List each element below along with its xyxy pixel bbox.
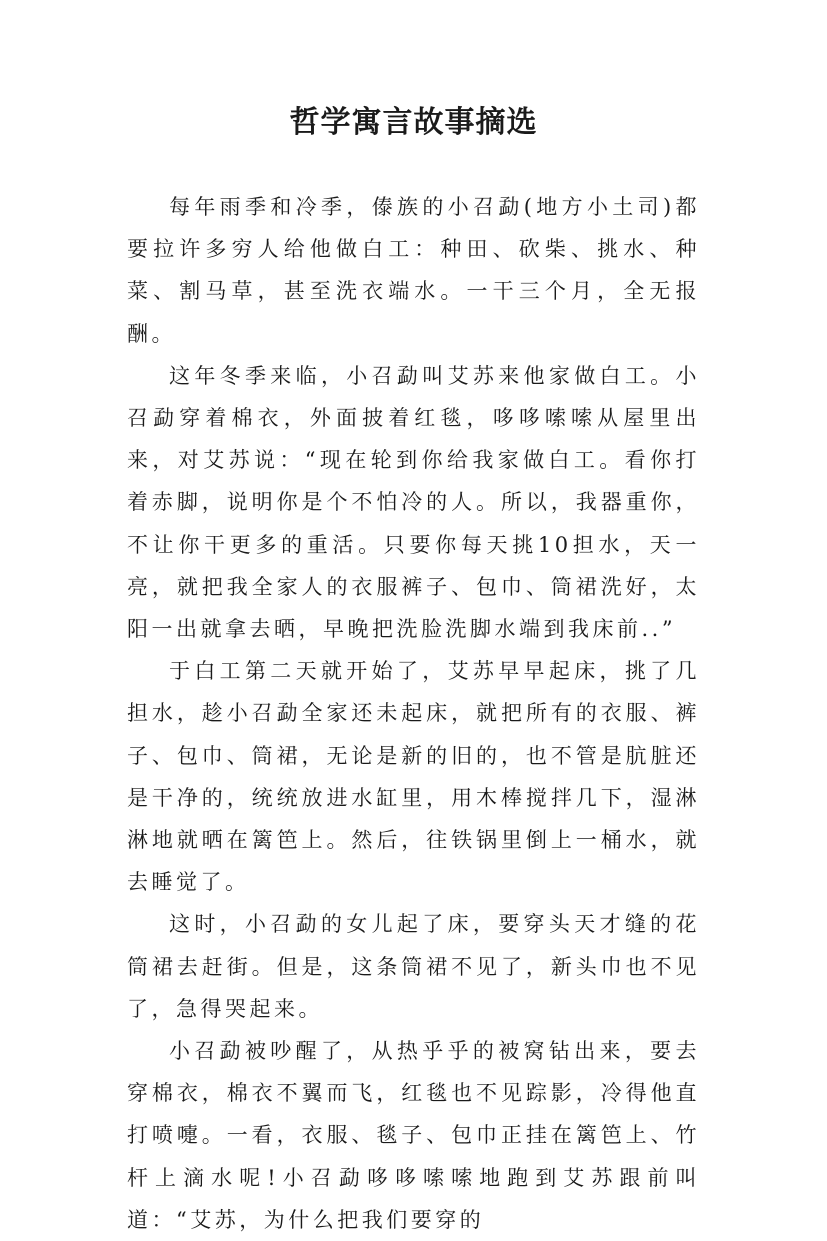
paragraph: 于白工第二天就开始了，艾苏早早起床，挑了几担水，趁小召勐全家还未起床，就把所有的衣服、裤子、包巾、筒裙，无论是新的旧的，也不管是肮脏还是干净的，统统放进水缸里，用木棒搅拌几下，湿淋淋地就晒在篱笆上。然后，往铁锅里倒上一桶水，就去睡觉了。	[127, 659, 700, 895]
document-title: 哲学寓言故事摘选	[289, 105, 538, 140]
document-body	[127, 186, 700, 1241]
paragraph: 这时，小召勐的女儿起了床，要穿头天才缝的花筒裙去赶街。但是，这条筒裙不见了，新头巾也不见了，急得哭起来。	[127, 912, 700, 1021]
paragraph: 小召勐被吵醒了，从热乎乎的被窝钻出来，要去穿棉衣，棉衣不翼而飞，红毯也不见踪影，冷得他直打喷嚏。一看，衣服、毯子、包巾正挂在篱笆上、竹杆上滴水呢!小召勐哆哆嗦嗦地跑到艾苏跟前叫道：“艾苏，为什么把我们要穿的	[127, 1039, 700, 1232]
paragraph: 每年雨季和冷季，傣族的小召勐(地方小土司)都要拉许多穷人给他做白工：种田、砍柴、挑水、种菜、割马草，甚至洗衣端水。一干三个月，全无报酬。	[127, 195, 700, 346]
paragraph: 这年冬季来临，小召勐叫艾苏来他家做白工。小召勐穿着棉衣，外面披着红毯，哆哆嗦嗦从屋里出来，对艾苏说：“现在轮到你给我家做白工。看你打着赤脚，说明你是个不怕冷的人。所以，我器重你，不让你干更多的重活。只要你每天挑10担水，天一亮，就把我全家人的衣服裤子、包巾、筒裙洗好，太阳一出就拿去晒，早晚把洗脸洗脚水端到我床前..”	[127, 363, 700, 642]
